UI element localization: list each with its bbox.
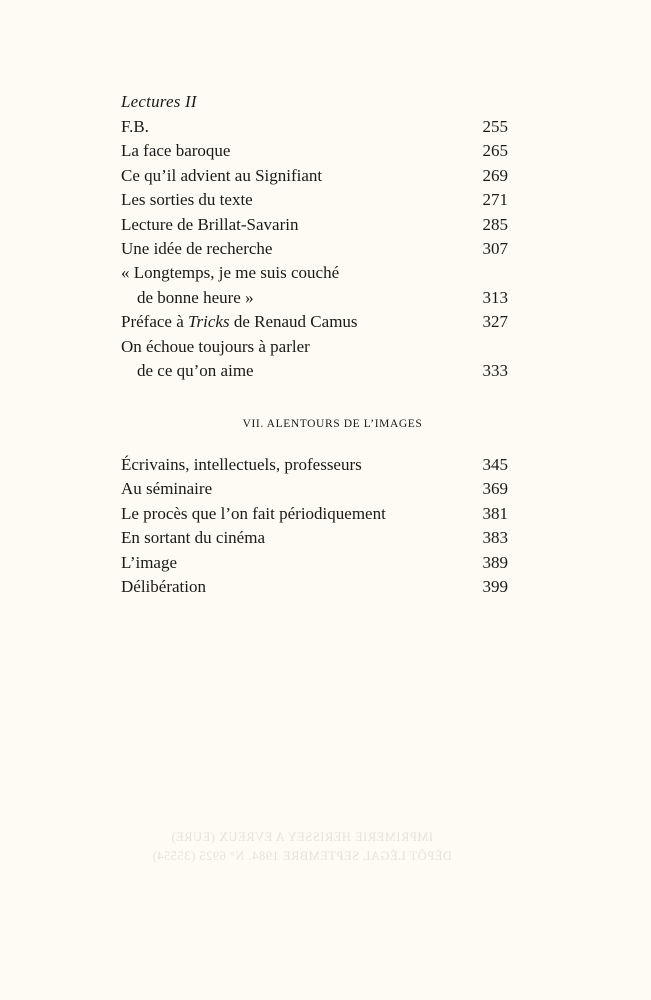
toc-entry (121, 188, 508, 212)
toc-entry-title: L’image (121, 552, 178, 572)
toc-entry-title: Les sorties du texte (121, 190, 253, 210)
toc-entry-page: 345 (482, 455, 508, 474)
toc-entry (121, 213, 508, 237)
section-heading-alentours: VII. ALENTOURS DE L’IMAGES (242, 418, 423, 430)
toc-entry-page: 271 (482, 190, 508, 210)
toc-entry-title: Au séminaire (121, 479, 213, 499)
toc-entry-page: 269 (482, 165, 508, 185)
toc-entry-title: de ce qu’on aime (137, 360, 254, 380)
toc-entry-page: 383 (482, 528, 508, 548)
toc-entry-title: La face baroque (121, 141, 231, 161)
toc-entry (121, 261, 508, 285)
toc-entry-page: 307 (482, 238, 508, 258)
toc-entry-title: On échoue toujours à parler (121, 336, 310, 356)
toc-entry (121, 477, 508, 501)
toc-entry-title: Le procès que l’on fait périodiquement (121, 503, 386, 523)
toc-entry-title: « Longtemps, je me suis couché (121, 263, 340, 283)
toc-entry-title: Ce qu’il advient au Signifiant (121, 165, 323, 185)
toc-entry-title: Lecture de Brillat-Savarin (121, 214, 299, 234)
toc-entry (121, 453, 508, 477)
toc-entry-title (121, 310, 358, 334)
toc-entry-title-suffix: de Renaud Camus (229, 312, 358, 332)
toc-entry-title-italic: Tricks (188, 312, 230, 332)
section-heading-lectures: Lectures II (121, 92, 197, 111)
toc-entry-title: Délibération (121, 576, 206, 596)
toc-entry-page: 389 (482, 552, 508, 572)
toc-entry-page: 285 (482, 214, 508, 234)
imprint-line-1: IMPRIMERIE HERISSEY A EVREUX (EURE) (170, 830, 434, 844)
toc-entry-continuation (121, 286, 508, 310)
toc-entry-page: 333 (482, 360, 508, 380)
toc-entry (121, 575, 508, 599)
toc-entry-page: 369 (482, 479, 508, 499)
toc-entry-title: Une idée de recherche (121, 238, 273, 258)
toc-entry (121, 502, 508, 526)
toc-entry (121, 115, 508, 139)
toc-entry-title: de bonne heure » (137, 287, 254, 307)
toc-entry (121, 237, 508, 261)
toc-entry-title: F.B. (121, 117, 149, 136)
toc-entry (121, 310, 508, 334)
toc-entry-page: 265 (482, 141, 508, 161)
imprint-line-2: DÉPÔT LÉGAL SEPTEMBRE 1984. N° 6925 (35554) (152, 849, 452, 863)
toc-entry-page: 381 (482, 503, 508, 523)
toc-entry (121, 164, 508, 188)
toc-entry-page: 313 (482, 287, 508, 307)
toc-entry-continuation (121, 359, 508, 383)
show-through-imprint (122, 828, 482, 866)
toc-entry (121, 139, 508, 163)
toc-entry-title: Écrivains, intellectuels, professeurs (121, 455, 362, 474)
toc-entry-title: En sortant du cinéma (121, 528, 265, 548)
toc-entry (121, 335, 508, 359)
toc-entry (121, 551, 508, 575)
toc-entry-page: 255 (482, 117, 508, 136)
toc-entry-title-prefix: Préface à (121, 312, 189, 332)
toc-entry (121, 526, 508, 550)
toc-entry-page: 327 (482, 312, 508, 332)
toc-entry-page: 399 (482, 576, 508, 596)
toc-list-lectures (121, 115, 508, 383)
toc-list-alentours (121, 453, 508, 599)
